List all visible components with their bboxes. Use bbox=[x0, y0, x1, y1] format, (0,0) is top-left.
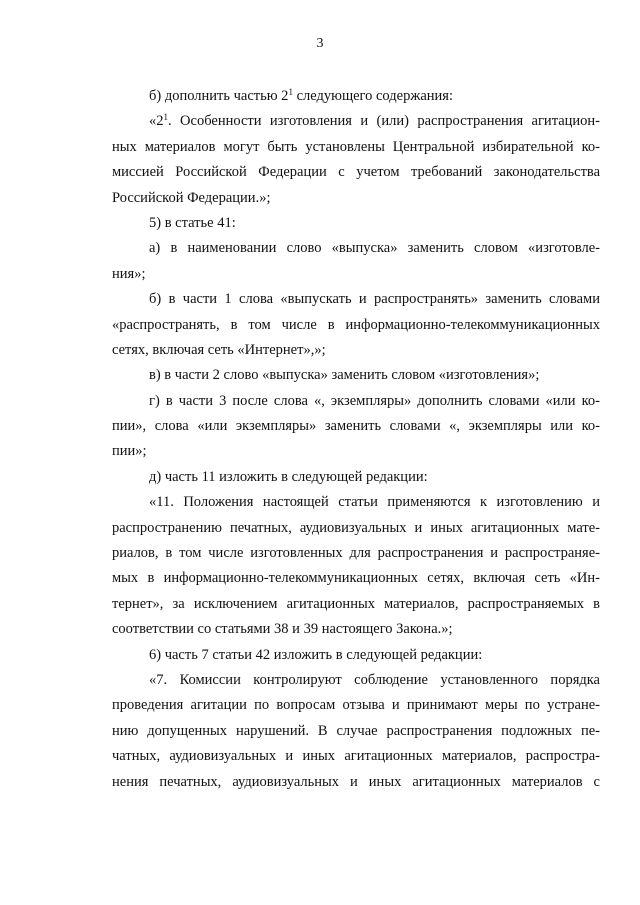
page-number: 3 bbox=[316, 36, 324, 51]
paragraph-line: тернет», за исключением агитационных материалов, распространяемых в bbox=[112, 595, 600, 612]
paragraph-line: 6) часть 7 статьи 42 изложить в следующей редакции: bbox=[149, 646, 483, 663]
paragraph-line: 5) в статье 41: bbox=[149, 214, 236, 231]
paragraph-line: Российской Федерации.»; bbox=[112, 189, 271, 206]
paragraph-line: проведения агитации по вопросам отзыва и принимают меры по устране- bbox=[112, 697, 600, 714]
paragraph-line: нию допущенных нарушений. В случае распространения подложных пе- bbox=[112, 722, 600, 739]
paragraph-line: риалов, в том числе изготовленных для распространения и распространяе- bbox=[112, 545, 600, 562]
paragraph-line: ных материалов могут быть установлены Центральной избирательной ко- bbox=[112, 138, 600, 155]
paragraph-line: нения печатных, аудиовизуальных и иных агитационных материалов с bbox=[112, 773, 600, 790]
paragraph-line: соответствии со статьями 38 и 39 настоящего Закона.»; bbox=[112, 621, 453, 638]
text-run: «2 bbox=[149, 113, 164, 130]
text-run: . Особенности изготовления и (или) распространения агитацион- bbox=[168, 113, 600, 130]
paragraph-line: в) в части 2 слово «выпуска» заменить словом «изготовления»; bbox=[149, 367, 540, 384]
text-run: следующего содержания: bbox=[292, 88, 454, 104]
paragraph-line: миссией Российской Федерации с учетом требований законодательства bbox=[112, 164, 600, 181]
paragraph-line: ния»; bbox=[112, 265, 146, 282]
paragraph-line: б) в части 1 слова «выпускать и распространять» заменить словами bbox=[149, 291, 600, 308]
paragraph-line: д) часть 11 изложить в следующей редакции: bbox=[149, 468, 428, 485]
text-run: б) дополнить частью 2 bbox=[149, 88, 289, 104]
paragraph-line: г) в части 3 после слова «, экземпляры» дополнить словами «или ко- bbox=[149, 392, 600, 409]
superscript: 1 bbox=[288, 87, 293, 97]
paragraph-line: а) в наименовании слово «выпуска» заменить словом «изготовле- bbox=[149, 240, 600, 257]
paragraph-line: чатных, аудиовизуальных и иных агитационных материалов, распростра- bbox=[112, 748, 600, 765]
paragraph-line: пии»; bbox=[112, 443, 147, 460]
paragraph-line bbox=[112, 84, 600, 109]
superscript: 1 bbox=[163, 112, 168, 123]
paragraph-line: пии», слова «или экземпляры» заменить словами «, экземпляры или ко- bbox=[112, 418, 600, 435]
paragraph-line: сетях, включая сеть «Интернет»,»; bbox=[112, 341, 326, 358]
paragraph-line: распространению печатных, аудиовизуальных и иных агитационных мате- bbox=[112, 519, 600, 536]
paragraph-line: «распространять, в том числе в информационно-телекоммуникационных bbox=[112, 316, 600, 333]
document-body bbox=[112, 84, 600, 795]
paragraph-line bbox=[112, 109, 600, 134]
paragraph-line: «11. Положения настоящей статьи применяются к изготовлению и bbox=[149, 494, 600, 511]
paragraph-line: «7. Комиссии контролируют соблюдение установленного порядка bbox=[149, 671, 600, 688]
paragraph-line: мых в информационно-телекоммуникационных сетях, включая сеть «Ин- bbox=[112, 570, 600, 587]
